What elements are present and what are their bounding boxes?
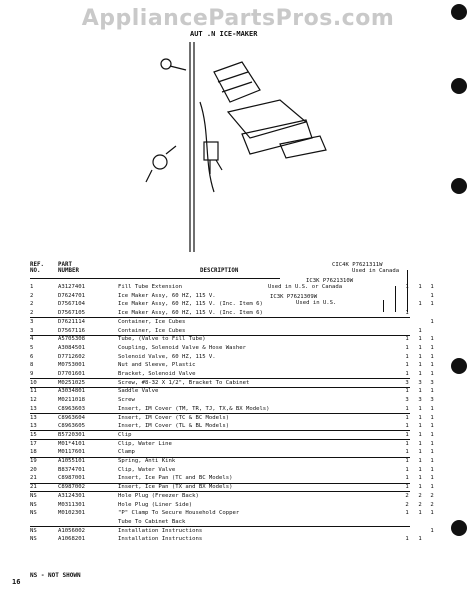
qty-cell: 1 — [418, 510, 422, 517]
table-row — [30, 327, 450, 335]
table-row — [30, 292, 450, 300]
qty-cell: 2 — [405, 501, 409, 508]
punch-hole-lower — [451, 358, 467, 374]
qty-cell: 1 — [405, 336, 409, 343]
description-cell: Coupling, Solenoid Valve & Hose Washer — [118, 344, 246, 351]
col-part-header: PART NUMBER — [58, 262, 79, 274]
water-line-tube — [200, 102, 214, 192]
description-cell: Insert, Ice Pan (TX and BX Models) — [118, 484, 233, 491]
description-cell: Insert, Ice Pan (TC and BC Models) — [118, 475, 233, 482]
qty-cell: 1 — [418, 301, 422, 308]
model-header-1 — [332, 262, 399, 274]
ref-cell: 13 — [30, 405, 37, 412]
qty-cell: 1 — [418, 414, 422, 421]
table-row — [30, 414, 450, 422]
description-cell: Container, Ice Cubes — [118, 327, 186, 334]
ref-cell: 20 — [30, 466, 37, 473]
qty-cell: 1 — [430, 431, 434, 438]
qty-cell: 3 — [405, 379, 409, 386]
saddle-valve-shape — [153, 155, 167, 169]
qty-cell: 1 — [418, 440, 422, 447]
table-row — [30, 405, 450, 413]
qty-cell: 1 — [418, 336, 422, 343]
ref-cell: 13 — [30, 414, 37, 421]
qty-cell: 1 — [418, 388, 422, 395]
qty-cell: 1 — [430, 344, 434, 351]
model-3-note: Used in U.S. — [296, 300, 337, 306]
ref-cell: 13 — [30, 423, 37, 430]
table-row — [30, 509, 450, 517]
part-number-cell: D7621114 — [58, 318, 85, 325]
ref-cell: NS — [30, 510, 37, 517]
table-row — [30, 474, 450, 482]
qty-cell: 2 — [405, 492, 409, 499]
qty-cell: 1 — [430, 362, 434, 369]
ref-cell: 18 — [30, 449, 37, 456]
qty-cell: 2 — [418, 492, 422, 499]
table-row — [30, 501, 450, 509]
qty-cell: 1 — [418, 344, 422, 351]
ref-cell: 3 — [30, 327, 34, 334]
qty-cell: 3 — [418, 379, 422, 386]
qty-cell: 3 — [405, 397, 409, 404]
qty-cell: 1 — [405, 466, 409, 473]
saddle-valve-detail — [146, 146, 176, 182]
description-cell: Clip, Water Line — [118, 440, 172, 447]
table-row — [30, 379, 450, 387]
qty-cell: 1 — [430, 458, 434, 464]
part-number-cell: D7567105 — [58, 310, 85, 317]
part-number-cell: B5720301 — [58, 431, 85, 438]
model-2-name: IC3K P7621310W — [306, 278, 354, 284]
part-number-cell: D7624701 — [58, 292, 85, 299]
ref-cell: 6 — [30, 353, 34, 360]
ref-cell: 2 — [30, 292, 34, 299]
ice-container-shape — [228, 100, 306, 138]
table-row — [30, 448, 450, 456]
qty-cell: 1 — [430, 527, 434, 534]
table-row — [30, 361, 450, 369]
table-row — [30, 309, 450, 317]
qty-cell: 1 — [405, 344, 409, 351]
part-number-cell: D7567116 — [58, 327, 85, 334]
part-number-cell: A5705308 — [58, 336, 85, 343]
solenoid-valve-shape — [204, 142, 218, 160]
part-number-cell: D7567104 — [58, 301, 85, 308]
part-number-cell: C8963603 — [58, 405, 85, 412]
description-cell: Saddle Valve — [118, 388, 159, 395]
qty-cell: 1 — [405, 388, 409, 395]
qty-cell: 1 — [430, 440, 434, 447]
ref-cell: 21 — [30, 484, 37, 491]
part-number-cell: A3084501 — [58, 344, 85, 351]
description-cell: Spring, Anti Kink — [118, 458, 176, 464]
qty-cell: 1 — [418, 466, 422, 473]
qty-cell: 1 — [418, 431, 422, 438]
qty-cell: 1 — [430, 284, 434, 290]
part-number-cell: D7712602 — [58, 353, 85, 360]
description-cell: "P" Clamp To Secure Household Copper — [118, 510, 240, 517]
punch-hole-middle — [451, 178, 467, 194]
qty-cell: 1 — [405, 449, 409, 456]
part-number-cell: C8987001 — [58, 475, 85, 482]
description-cell: Tube, (Valve to Fill Tube) — [118, 336, 206, 343]
qty-cell: 2 — [418, 501, 422, 508]
table-row — [30, 370, 450, 378]
description-cell: Insert, IM Cover (TC & BC Models) — [118, 414, 230, 421]
qty-cell: 1 — [405, 362, 409, 369]
ref-cell: 19 — [30, 458, 37, 464]
model-1-name: CIC4K P7621311W — [332, 262, 383, 268]
description-cell: Insert, IM Cover (TL & BL Models) — [118, 423, 230, 430]
table-row — [30, 422, 450, 430]
table-row — [30, 344, 450, 352]
qty-cell: 1 — [430, 423, 434, 430]
qty-cell: 1 — [418, 405, 422, 412]
qty-cell: 2 — [430, 492, 434, 499]
qty-cell: 1 — [405, 510, 409, 517]
fill-tube-line — [170, 66, 186, 70]
qty-cell: 1 — [405, 431, 409, 438]
part-number-cell: A1055101 — [58, 458, 85, 464]
description-cell: Container, Ice Cubes — [118, 318, 186, 325]
part-number-cell: M0311301 — [58, 501, 85, 508]
description-cell: Bracket, Solenoid Valve — [118, 371, 196, 377]
description-cell: Clamp — [118, 449, 135, 456]
punch-hole-top — [451, 4, 467, 20]
qty-cell: 1 — [418, 284, 422, 290]
ref-cell: NS — [30, 492, 37, 499]
site-watermark: AppliancePartsPros.com — [81, 6, 395, 31]
section-title: AUT .N ICE-MAKER — [190, 30, 258, 38]
description-cell: Tube To Cabinet Back — [118, 518, 186, 525]
qty-cell: 1 — [405, 458, 409, 464]
part-number-cell: M01*4101 — [58, 440, 85, 447]
part-number-cell: D7701601 — [58, 371, 85, 377]
solenoid-bracket-detail — [210, 160, 222, 174]
table-row — [30, 431, 450, 439]
qty-cell: 3 — [430, 397, 434, 404]
ref-cell: 3 — [30, 318, 34, 325]
punch-hole-bottom — [451, 520, 467, 536]
table-row — [30, 466, 450, 474]
ref-cell: NS — [30, 527, 37, 534]
part-number-cell: A3127401 — [58, 284, 85, 290]
part-number-cell: C8963605 — [58, 423, 85, 430]
description-cell: Ice Maker Assy, 60 HZ, 115 V. (Inc. Item 6) — [118, 310, 263, 317]
qty-cell: 1 — [430, 318, 434, 325]
qty-cell: 1 — [430, 449, 434, 456]
description-cell: Hole Plug (Freezer Back) — [118, 492, 199, 499]
qty-cell: 1 — [405, 536, 409, 543]
table-row — [30, 335, 450, 343]
qty-cell: 1 — [418, 484, 422, 491]
qty-cell: 1 — [430, 292, 434, 299]
table-row — [30, 283, 450, 291]
description-cell: Fill Tube Extension — [118, 284, 182, 290]
table-row — [30, 396, 450, 404]
footnote: NS - NOT SHOWN — [30, 572, 81, 579]
qty-cell: 1 — [418, 371, 422, 377]
model-2-note: Used in U.S. or Canada — [268, 284, 343, 290]
part-number-cell: M0211018 — [58, 397, 85, 404]
qty-cell: 3 — [418, 397, 422, 404]
ref-cell: 5 — [30, 344, 34, 351]
ref-cell: 9 — [30, 371, 34, 377]
qty-cell: 1 — [418, 423, 422, 430]
part-number-cell: M0251025 — [58, 379, 85, 386]
qty-cell: 1 — [430, 301, 434, 308]
table-row — [30, 518, 450, 526]
description-cell: Insert, IM Cover (TM, TR, TJ, TX,& BX Models) — [118, 405, 270, 412]
ref-cell: 17 — [30, 440, 37, 447]
description-cell: Ice Maker Assy, 60 HZ, 115 V. — [118, 292, 216, 299]
qty-cell: 1 — [405, 284, 409, 290]
table-row — [30, 300, 450, 308]
table-row — [30, 535, 450, 543]
part-number-cell: B8374701 — [58, 466, 85, 473]
description-cell: Hole Plug (Liner Side) — [118, 501, 193, 508]
qty-cell: 1 — [418, 362, 422, 369]
ref-cell: 21 — [30, 475, 37, 482]
qty-cell: 1 — [430, 484, 434, 491]
model-1-note: Used in Canada — [352, 268, 400, 274]
qty-cell: 1 — [430, 353, 434, 360]
qty-cell: 1 — [405, 475, 409, 482]
ref-cell: 10 — [30, 379, 37, 386]
qty-cell: 2 — [430, 501, 434, 508]
description-cell: Screw — [118, 397, 135, 404]
description-cell: Installation Instructions — [118, 536, 203, 543]
punch-hole-upper — [451, 78, 467, 94]
fill-tube-fitting — [161, 59, 171, 69]
ref-cell: 8 — [30, 362, 34, 369]
part-number-cell: C8963604 — [58, 414, 85, 421]
part-number-cell: M0753001 — [58, 362, 85, 369]
table-row — [30, 318, 450, 326]
ref-cell: 12 — [30, 397, 37, 404]
part-number-cell: A1068201 — [58, 536, 85, 543]
description-cell: Installation Instructions — [118, 527, 203, 534]
qty-cell: 1 — [430, 475, 434, 482]
ref-cell: 2 — [30, 301, 34, 308]
qty-cell: 1 — [418, 475, 422, 482]
qty-cell: 1 — [405, 423, 409, 430]
ref-cell: 4 — [30, 336, 34, 343]
qty-cell: 1 — [430, 371, 434, 377]
qty-cell: 1 — [405, 405, 409, 412]
ref-cell: 11 — [30, 388, 37, 395]
description-cell: Clip — [118, 431, 132, 438]
qty-cell: 1 — [430, 510, 434, 517]
qty-cell: 3 — [430, 379, 434, 386]
description-cell: Clip, Water Valve — [118, 466, 176, 473]
ref-cell: NS — [30, 536, 37, 543]
part-number-cell: C8987002 — [58, 484, 85, 491]
table-row — [30, 483, 450, 491]
description-cell: Nut and Sleeve, Plastic — [118, 362, 196, 369]
qty-cell: 1 — [430, 336, 434, 343]
qty-cell: 1 — [405, 484, 409, 491]
qty-cell: 1 — [430, 414, 434, 421]
part-number-cell: A3124301 — [58, 492, 85, 499]
qty-cell: 1 — [418, 353, 422, 360]
part-number-cell: M0102301 — [58, 510, 85, 517]
qty-cell: 1 — [430, 405, 434, 412]
table-row — [30, 440, 450, 448]
qty-cell: 1 — [418, 327, 422, 334]
ice-maker-assembly-shape — [214, 62, 260, 102]
qty-cell: 1 — [430, 388, 434, 395]
qty-cell: 1 — [405, 310, 409, 317]
ice-maker-exploded-diagram — [130, 42, 350, 252]
qty-cell: 1 — [405, 440, 409, 447]
page-number: 16 — [12, 578, 21, 586]
ref-cell: 15 — [30, 431, 37, 438]
description-cell: Screw, #8-32 X 1/2", Bracket To Cabinet — [118, 379, 250, 386]
header-underline — [30, 278, 280, 279]
model-3-name: IC3K P7621309W — [270, 294, 318, 300]
description-cell: Ice Maker Assy, 60 HZ, 115 V. (Inc. Item 6) — [118, 301, 263, 308]
table-row — [30, 457, 450, 465]
ref-cell: NS — [30, 501, 37, 508]
description-cell: Solenoid Valve, 60 HZ, 115 V. — [118, 353, 216, 360]
table-row — [30, 353, 450, 361]
qty-cell: 1 — [405, 353, 409, 360]
qty-cell: 1 — [418, 536, 422, 543]
qty-cell: 1 — [418, 449, 422, 456]
table-row — [30, 492, 450, 500]
table-row — [30, 527, 450, 535]
ref-cell: 1 — [30, 284, 34, 290]
ref-cell: 2 — [30, 310, 34, 317]
qty-cell: 1 — [418, 458, 422, 464]
col-description-header: DESCRIPTION — [200, 268, 239, 274]
part-number-cell: A1056002 — [58, 527, 85, 534]
col-ref-header: REF. NO. — [30, 262, 44, 274]
part-number-cell: M0117601 — [58, 449, 85, 456]
qty-cell: 1 — [430, 466, 434, 473]
qty-cell: 1 — [405, 371, 409, 377]
part-number-cell: A3034801 — [58, 388, 85, 395]
qty-cell: 1 — [405, 414, 409, 421]
table-row — [30, 387, 450, 395]
insert-cover-shape — [280, 136, 326, 158]
